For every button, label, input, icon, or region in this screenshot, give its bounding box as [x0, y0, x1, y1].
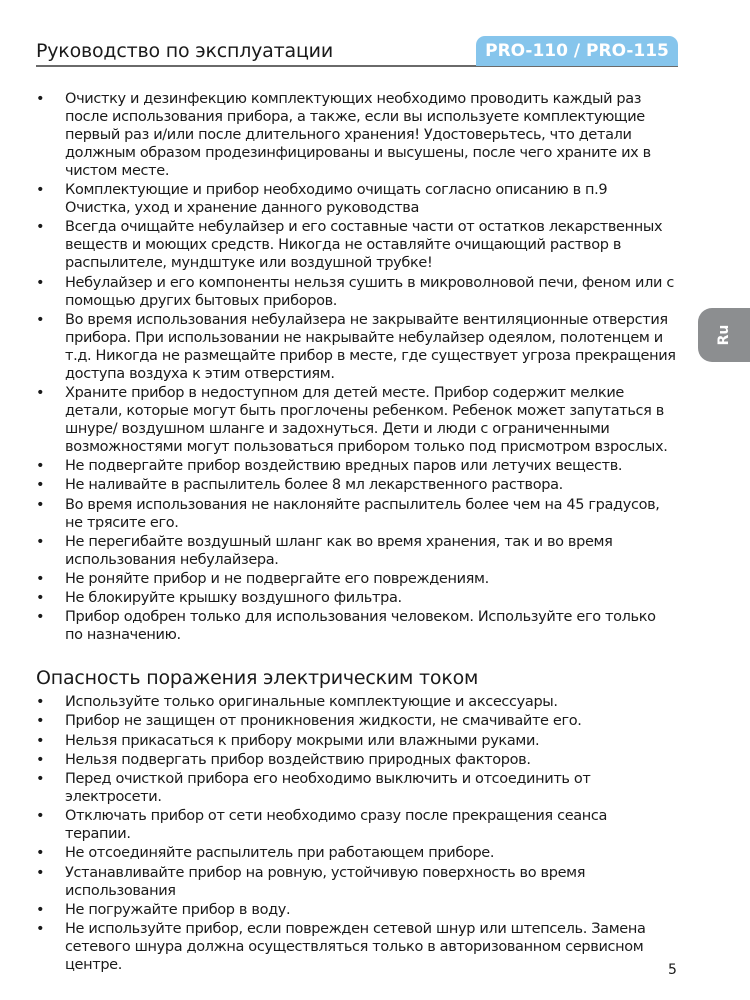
list-item: • Небулайзер и его компоненты нельзя сушить в микроволновой печи, феном или с помощью других бытовых приборов. [36, 274, 676, 310]
electric-safety-list [36, 693, 676, 974]
language-tab-label: Ru [716, 324, 732, 346]
section-heading: Опасность поражения электрическим током [36, 667, 479, 690]
language-tab [698, 308, 750, 362]
list-item: • Прибор одобрен только для использования человеком. Используйте его только по назначению. [36, 608, 676, 644]
list-item: • Нельзя прикасаться к прибору мокрыми или влажными руками. [36, 732, 676, 750]
list-item: • Не подвергайте прибор воздействию вредных паров или летучих веществ. [36, 457, 676, 475]
list-item: • Не блокируйте крышку воздушного фильтра. [36, 589, 676, 607]
list-item: • Не роняйте прибор и не подвергайте его повреждениям. [36, 570, 676, 588]
list-item: • Устанавливайте прибор на ровную, устойчивую поверхность во время использования [36, 864, 676, 900]
list-item: • Не отсоединяйте распылитель при работающем приборе. [36, 844, 676, 862]
content [36, 90, 676, 975]
list-item: • Не наливайте в распылитель более 8 мл лекарственного раствора. [36, 476, 676, 494]
list-item: • Не используйте прибор, если поврежден сетевой шнур или штепсель. Замена сетевого шнура должна осуществляться только в авторизованном сервисном центре. [36, 920, 676, 974]
list-item: • Не перегибайте воздушный шланг как во время хранения, так и во время использования небулайзера. [36, 533, 676, 569]
list-item: • Храните прибор в недоступном для детей месте. Прибор содержит мелкие детали, которые могут быть проглочены ребенком. Ребенок может запутаться в шнуре/ воздушном шланге и задохнуться. Дети и люди с ограниченными возможностями могут пользоваться прибором только под присмотром взрослых. [36, 384, 676, 456]
list-item: • Очистку и дезинфекцию комплектующих необходимо проводить каждый раз после использования прибора, а также, если вы используете комплектующие первый раз и/или после длительного хранения! Удостоверьтесь, что детали должным образом продезинфицированы и высушены, после чего храните их в чистом месте. [36, 90, 676, 180]
model-badge: PRO-110 / PRO-115 [476, 36, 678, 66]
list-item: • Нельзя подвергать прибор воздействию природных факторов. [36, 751, 676, 769]
list-item: • Прибор не защищен от проникновения жидкости, не смачивайте его. [36, 712, 676, 730]
list-item: • Во время использования не наклоняйте распылитель более чем на 45 градусов, не трясите его. [36, 496, 676, 532]
list-item: • Комплектующие и прибор необходимо очищать согласно описанию в п.9 Очистка, уход и хранение данного руководства [36, 181, 676, 217]
list-item: • Используйте только оригинальные комплектующие и аксессуары. [36, 693, 676, 711]
page-header [36, 36, 678, 66]
list-item: • Всегда очищайте небулайзер и его составные части от остатков лекарственных веществ и моющих средств. Никогда не оставляйте очищающий раствор в распылителе, мундштуке или воздушной трубке! [36, 218, 676, 272]
safety-list [36, 90, 676, 644]
list-item: • Отключать прибор от сети необходимо сразу после прекращения сеанса терапии. [36, 807, 676, 843]
page-title: Руководство по эксплуатации [36, 40, 333, 62]
list-item: • Не погружайте прибор в воду. [36, 901, 676, 919]
page-number: 5 [668, 962, 677, 978]
list-item: • Перед очисткой прибора его необходимо выключить и отсоединить от электросети. [36, 770, 676, 806]
list-item: • Во время использования небулайзера не закрывайте вентиляционные отверстия прибора. При использовании не накрывайте небулайзер одеялом, полотенцем и т.д. Никогда не размещайте прибор в месте, где существует угроза прекращения доступа воздуха к этим отверстиям. [36, 311, 676, 383]
